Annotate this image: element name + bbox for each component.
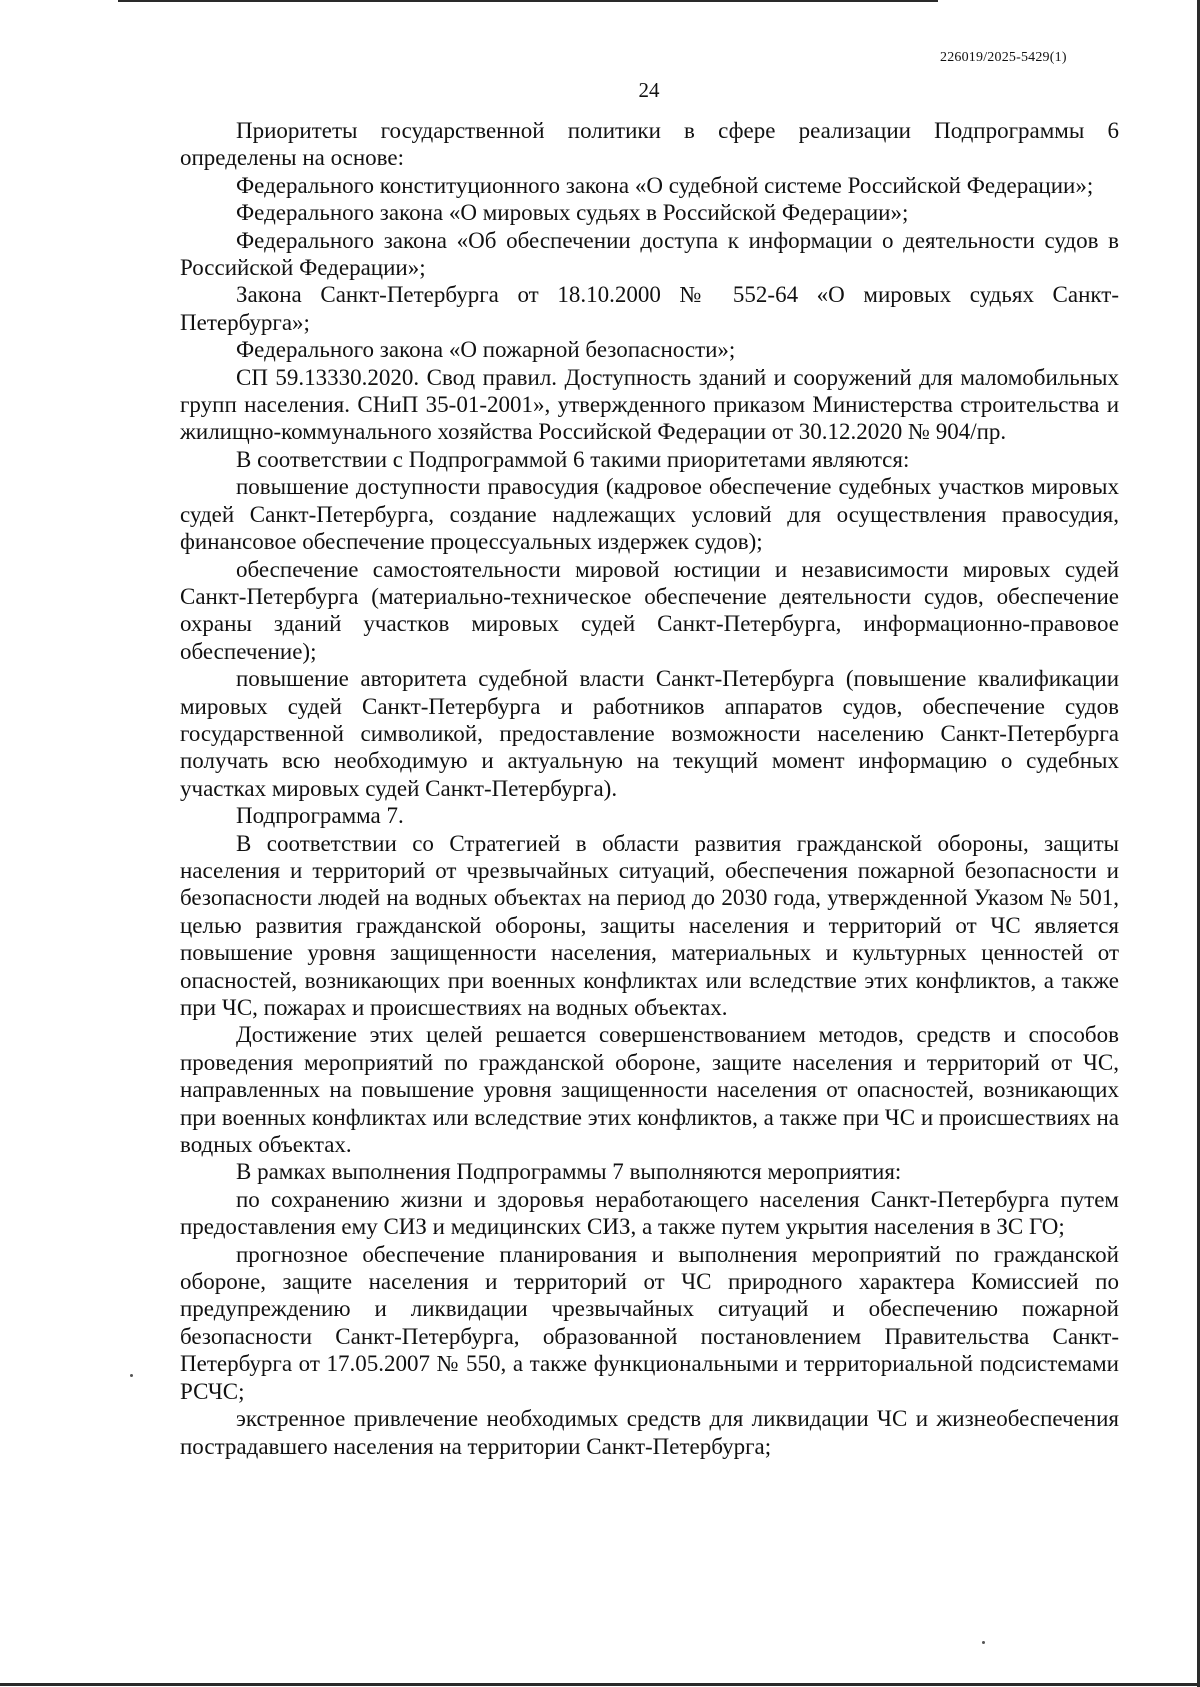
paragraph: Приоритеты государственной политики в сфере реализации Подпрограммы 6 определены на основе: [180, 118, 1119, 171]
paragraph: В рамках выполнения Подпрограммы 7 выполняются мероприятия: [236, 1159, 902, 1185]
page-number: 24 [638, 78, 660, 102]
paragraph: Федерального закона «Об обеспечении доступа к информации о деятельности судов в Российской Федерации»; [180, 227, 1119, 281]
paragraph: Федерального конституционного закона «О судебной системе Российской Федерации»; [236, 172, 1094, 198]
scan-speck [982, 1641, 985, 1644]
document-body [180, 117, 1119, 1460]
scan-speck [130, 1374, 133, 1377]
paragraph: Подпрограмма 7. [236, 803, 404, 829]
paragraph: по сохранению жизни и здоровья неработающего населения Санкт-Петербурга путем предоставления ему СИЗ и медицинских СИЗ, а также путем укрытия населения в ЗС ГО; [180, 1186, 1119, 1240]
paragraph: обеспечение самостоятельности мировой юстиции и независимости мировых судей Санкт-Петербурга (материально-техническое обеспечение деятельности судов, обеспечение охраны зданий участков мировых судей Санкт-Петербурга, информационно-правовое обеспечение); [180, 556, 1119, 664]
paragraph: В соответствии с Подпрограммой 6 такими приоритетами являются: [236, 446, 910, 472]
paragraph: Закона Санкт-Петербурга от 18.10.2000 № 552-64 «О мировых судьях Санкт-Петербурга»; [180, 282, 1119, 335]
scan-edge-bottom [0, 1683, 1200, 1686]
paragraph: Федерального закона «О мировых судьях в Российской Федерации»; [236, 200, 909, 226]
document-id: 226019/2025-5429(1) [940, 50, 1067, 65]
paragraph: СП 59.13330.2020. Свод правил. Доступность зданий и сооружений для маломобильных групп населения. СНиП 35-01-2001», утвержденного приказом Министерства строительства и жилищно-коммунального хозяйства Российской Федерации от 30.12.2020 № 904/пр. [180, 364, 1119, 445]
paragraph: экстренное привлечение необходимых средств для ликвидации ЧС и жизнеобеспечения пострадавшего населения на территории Санкт-Петербурга; [180, 1406, 1119, 1459]
scan-edge-top [118, 0, 938, 2]
paragraph: прогнозное обеспечение планирования и выполнения мероприятий по гражданской обороне, защите населения и территорий от ЧС природного характера Комиссией по предупреждению и ликвидации чрезвычайных ситуаций и обеспечению пожарной безопасности Санкт-Петербурга, образованной постановлением Правительства Санкт-Петербурга от 17.05.2007 № 550, а также функциональными и территориальной подсистемами РСЧС; [180, 1241, 1119, 1404]
page-number-row [0, 78, 1200, 103]
paragraph: повышение авторитета судебной власти Санкт-Петербурга (повышение квалификации мировых судей Санкт-Петербурга и работников аппаратов судов, обеспечение судов государственной символикой, предоставление возможности населению Санкт-Петербурга получать всю необходимую и актуальную на текущий момент информацию о судебных участках мировых судей Санкт-Петербурга). [180, 666, 1119, 801]
paragraph: Достижение этих целей решается совершенствованием методов, средств и способов проведения мероприятий по гражданской обороне, защите населения и территорий от ЧС, направленных на повышение уровня защищенности населения от опасностей, возникающих при военных конфликтах или вследствие этих конфликтов, а также при ЧС и происшествиях на водных объектах. [180, 1022, 1119, 1158]
paragraph: повышение доступности правосудия (кадровое обеспечение судебных участков мировых судей Санкт-Петербурга, создание надлежащих условий для осуществления правосудия, финансовое обеспечение процессуальных издержек судов); [180, 474, 1119, 555]
paragraph: В соответствии со Стратегией в области развития гражданской обороны, защиты населения и территорий от чрезвычайных ситуаций, обеспечения пожарной безопасности и безопасности людей на водных объектах на период до 2030 года, утвержденной Указом № 501, целью развития гражданской обороны, защиты населения и территорий от ЧС является повышение уровня защищенности населения, материальных и культурных ценностей от опасностей, возникающих при военных конфликтах или вследствие этих конфликтов, а также при ЧС, пожарах и происшествиях на водных объектах. [180, 830, 1119, 1020]
paragraph: Федерального закона «О пожарной безопасности»; [236, 337, 736, 363]
